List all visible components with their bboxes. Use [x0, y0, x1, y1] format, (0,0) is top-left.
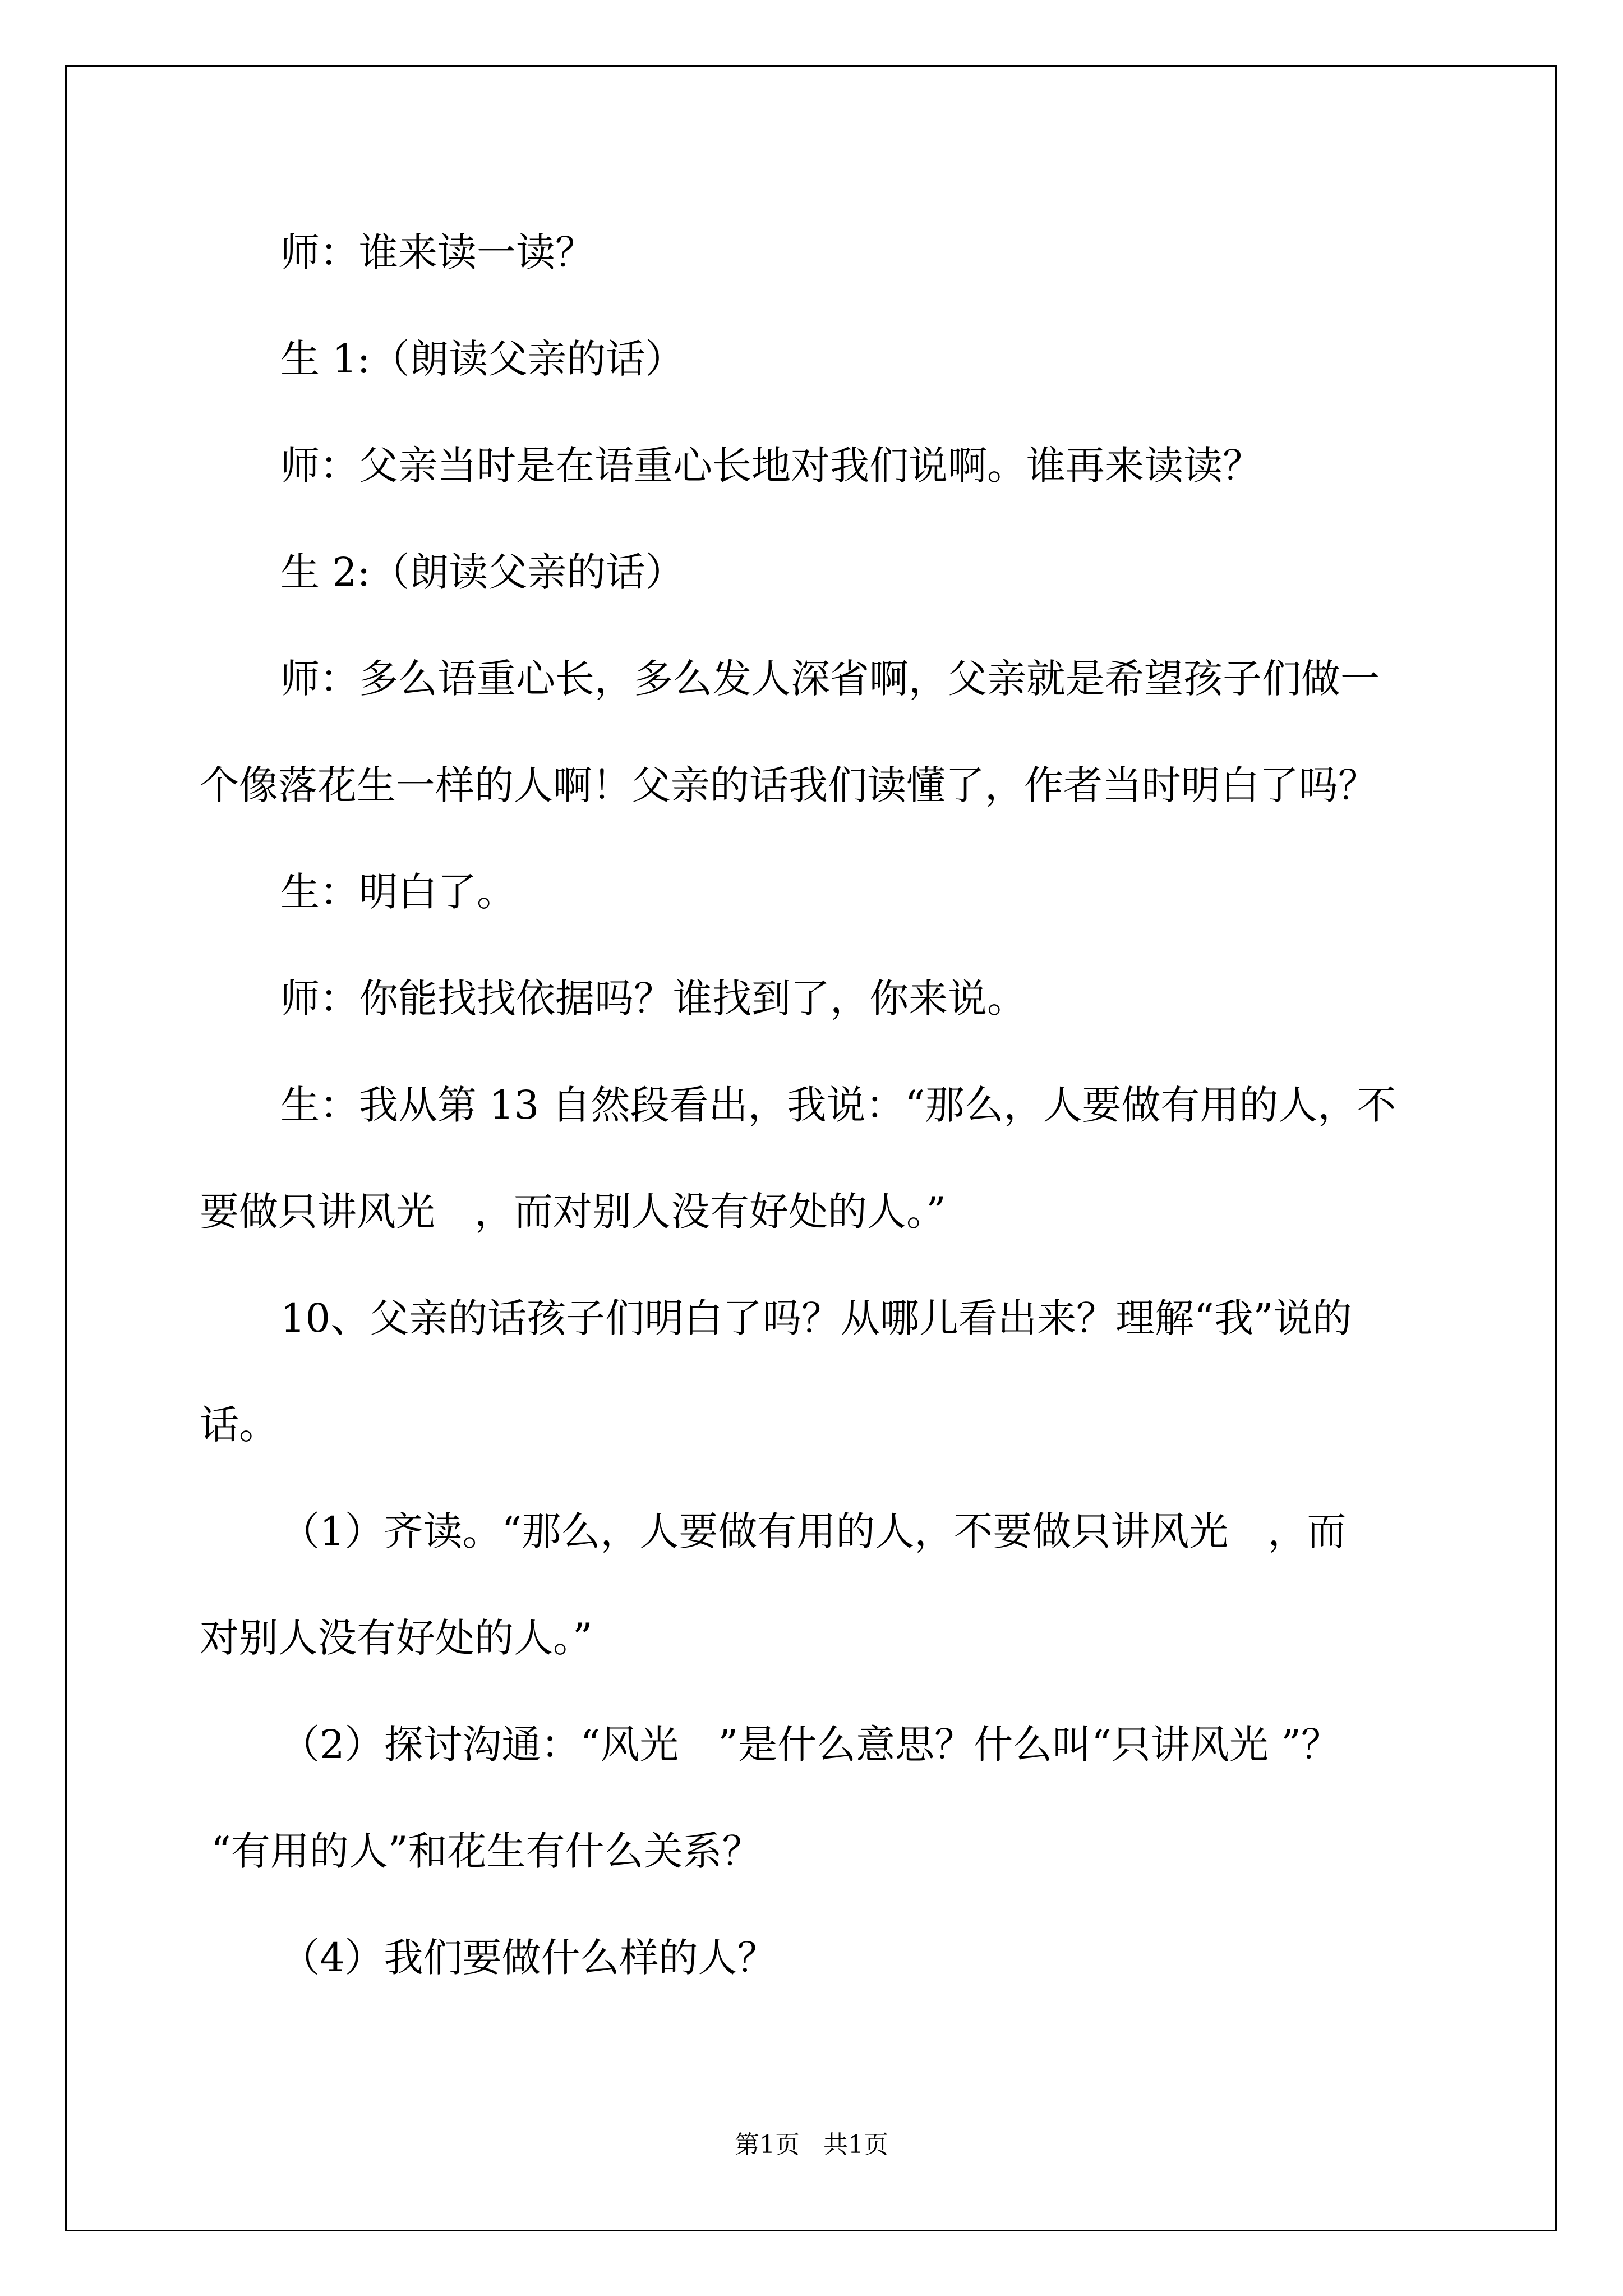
paragraph-line: 师：你能找找依据吗？谁找到了，你来说。: [280, 976, 1026, 1022]
paragraph-line: 师：谁来读一读？: [280, 229, 594, 275]
paragraph-line: 10、父亲的话孩子们明白了吗？从哪儿看出来？理解“我”说的: [280, 1295, 1352, 1341]
paragraph-line: 师：父亲当时是在语重心长地对我们说啊。谁再来读读？: [280, 443, 1262, 489]
paragraph-line: 生：明白了。: [280, 869, 516, 915]
paragraph-line: （2）探讨沟通：“风光 ”是什么意思？什么叫“只讲风光 ”？: [280, 1722, 1340, 1768]
page-footer: 第1页 共1页: [735, 2131, 888, 2159]
paragraph-line: 生 2:（朗读父亲的话）: [280, 549, 685, 595]
paragraph-line: 生：我从第 13 自然段看出，我说：“那么，人要做有用的人，不: [280, 1082, 1396, 1128]
paragraph-line: “有用的人”和花生有什么关系？: [211, 1828, 762, 1874]
paragraph-line: 对别人没有好处的人。”: [200, 1615, 593, 1661]
paragraph-line: 要做只讲风光 ，而对别人没有好处的人。”: [200, 1189, 946, 1235]
paragraph-line: （1）齐读。“那么，人要做有用的人，不要做只讲风光 ，而: [280, 1508, 1347, 1554]
paragraph-line: 师：多么语重心长，多么发人深省啊，父亲就是希望孩子们做一: [280, 656, 1380, 702]
paragraph-line: 个像落花生一样的人啊！父亲的话我们读懂了，作者当时明白了吗？: [200, 762, 1377, 808]
paragraph-line: 生 1:（朗读父亲的话）: [280, 336, 685, 382]
paragraph-line: （4）我们要做什么样的人？: [280, 1935, 777, 1981]
page-border: [65, 65, 1557, 2231]
paragraph-line: 话。: [200, 1402, 278, 1448]
